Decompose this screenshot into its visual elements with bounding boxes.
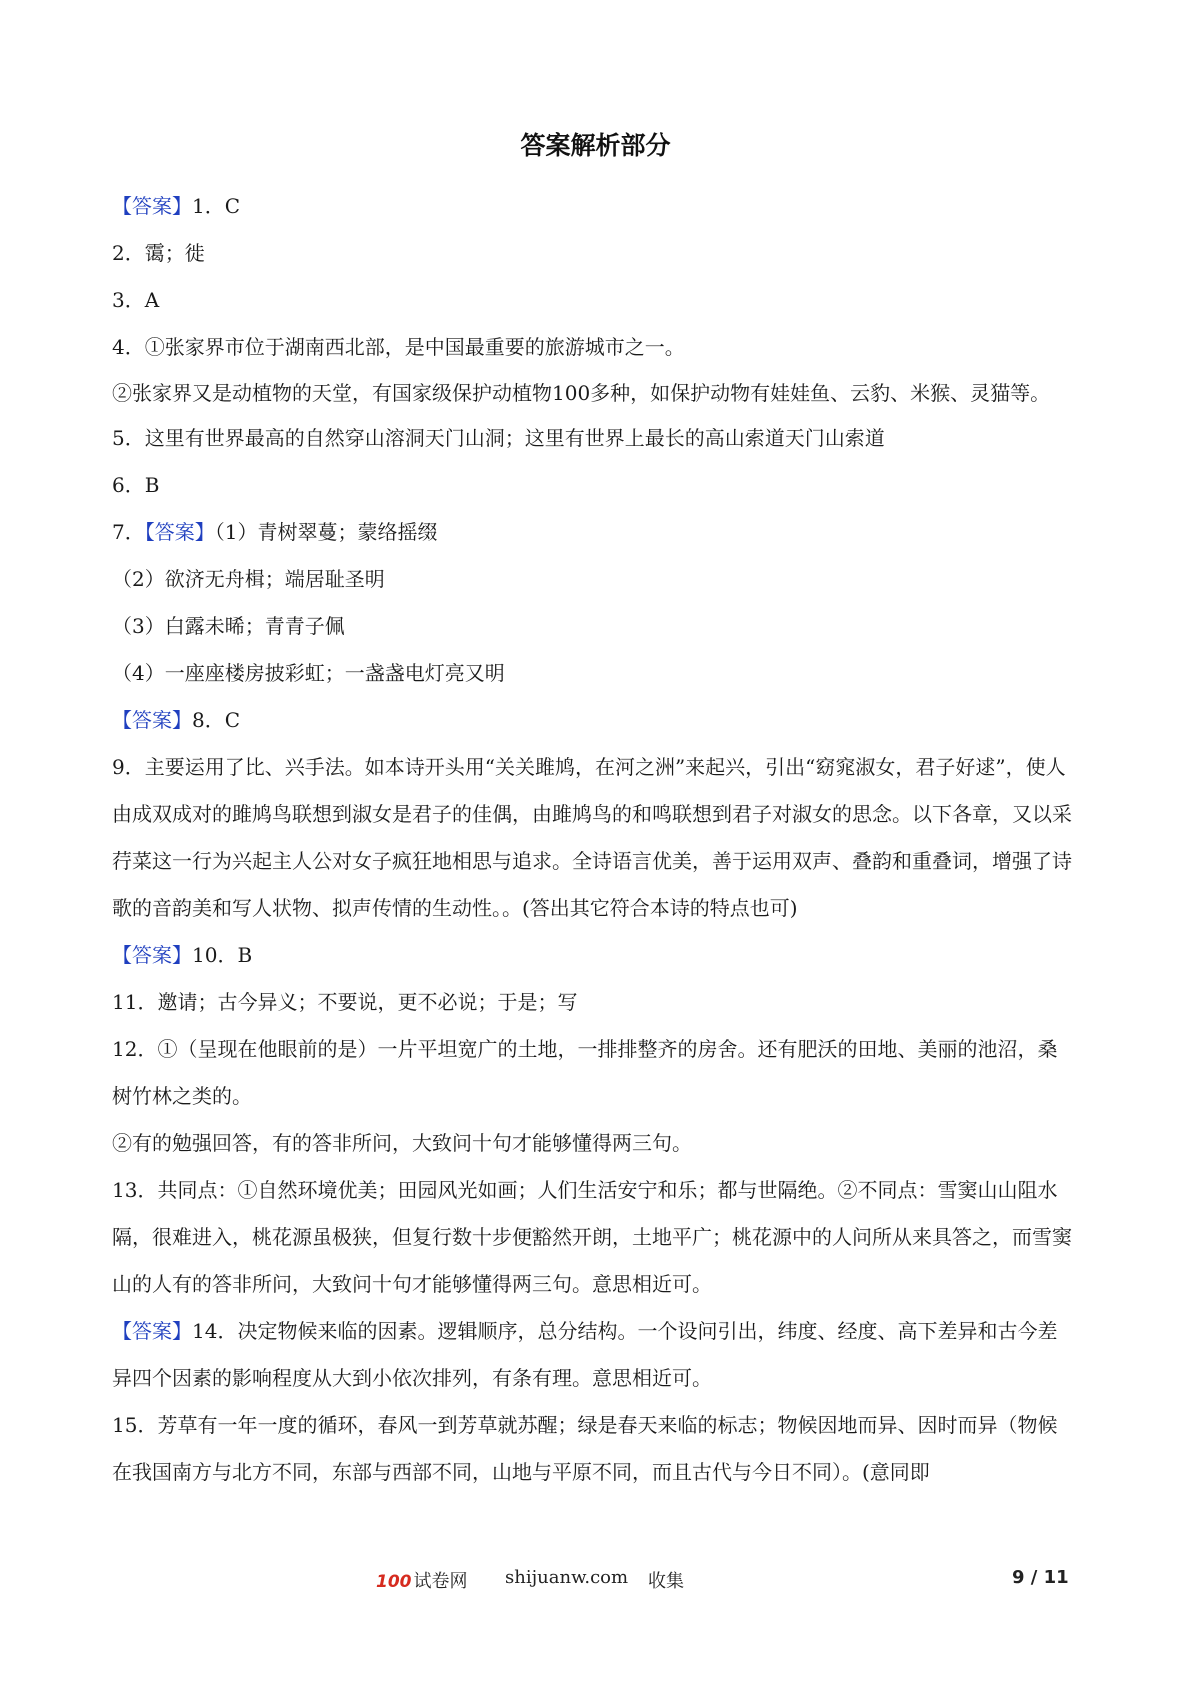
answer-10: 【答案】10．B — [112, 943, 253, 967]
site-url: shijuanw.com — [505, 1567, 629, 1588]
answer-4-part2: ②张家界又是动植物的天堂，有国家级保护动植物100多种，如保护动物有娃娃鱼、云豹、米猴、灵猫等。 — [112, 381, 1051, 405]
page-footer — [0, 1565, 1191, 1595]
answer-2: 2．霭；徙 — [112, 241, 205, 265]
answer-7: 7．【答案】（1）青树翠蔓；蒙络摇缀 — [112, 520, 438, 544]
answer-13: 13．共同点：①自然环境优美；田园风光如画；人们生活安宁和乐；都与世隔绝。②不同点：雪窦山山阻水隔，很难进入，桃花源虽极狭，但复行数十步便豁然开朗，土地平广；桃花源中的人问所从来具答之，而雪窦山的人有的答非所问，大致问十句才能够懂得两三句。意思相近可。 — [112, 1178, 1072, 1296]
answer-tag: 【答案】 — [112, 708, 192, 732]
answer-tag: 【答案】 — [144, 520, 215, 544]
logo-number: 100 — [376, 1572, 412, 1592]
answer-1: 【答案】1．C — [112, 194, 241, 218]
answer-8: 【答案】8．C — [112, 708, 241, 732]
collect-label: 收集 — [648, 1571, 684, 1592]
answer-tag: 【答案】 — [112, 943, 192, 967]
answer-5: 5．这里有世界最高的自然穿山溶洞天门山洞；这里有世界上最长的高山索道天门山索道 — [112, 426, 885, 450]
answer-3: 3．A — [112, 288, 160, 312]
answer-15: 15．芳草有一年一度的循环，春风一到芳草就苏醒；绿是春天来临的标志；物候因地而异、因时而异（物候在我国南方与北方不同，东部与西部不同，山地与平原不同，而且古代与今日不同）。(意同即 — [112, 1413, 1058, 1484]
answer-7-3: （3）白露未晞；青青子佩 — [112, 614, 345, 638]
answer-7-4: （4）一座座楼房披彩虹；一盏盏电灯亮又明 — [112, 661, 505, 685]
answer-4-part1: 4．①张家界市位于湖南西北部，是中国最重要的旅游城市之一。 — [112, 335, 685, 359]
site-logo — [376, 1567, 468, 1593]
answer-12-part1: 12．①（呈现在他眼前的是）一片平坦宽广的土地，一排排整齐的房舍。还有肥沃的田地、美丽的池沼，桑树竹林之类的。 — [112, 1037, 1058, 1108]
page-title: 答案解析部分 — [520, 131, 671, 160]
page-number: 9 / 11 — [1012, 1567, 1069, 1588]
answer-11: 11．邀请；古今异义；不要说，更不必说；于是；写 — [112, 990, 578, 1014]
logo-name: 试卷网 — [413, 1571, 468, 1592]
answer-12-part2: ②有的勉强回答，有的答非所问，大致问十句才能够懂得两三句。 — [112, 1131, 692, 1155]
answer-tag: 【答案】 — [112, 1319, 192, 1343]
answer-content — [112, 183, 1077, 1496]
answer-7-2: （2）欲济无舟楫；端居耻圣明 — [112, 567, 385, 591]
answer-tag: 【答案】 — [112, 194, 192, 218]
answer-14: 【答案】14．决定物候来临的因素。逻辑顺序，总分结构。一个设问引出，纬度、经度、高下差异和古今差异四个因素的影响程度从大到小依次排列，有条有理。意思相近可。 — [112, 1319, 1058, 1390]
answer-6: 6．B — [112, 473, 160, 497]
answer-9: 9．主要运用了比、兴手法。如本诗开头用“关关雎鸠，在河之洲”来起兴，引出“窈窕淑女，君子好逑”，使人由成双成对的雎鸠鸟联想到淑女是君子的佳偶，由雎鸠鸟的和鸣联想到君子对淑女的思念。以下各章，又以采荇菜这一行为兴起主人公对女子疯狂地相思与追求。全诗语言优美，善于运用双声、叠韵和重叠词，增强了诗歌的音韵美和写人状物、拟声传情的生动性。。(答出其它符合本诗的特点也可) — [112, 755, 1072, 920]
